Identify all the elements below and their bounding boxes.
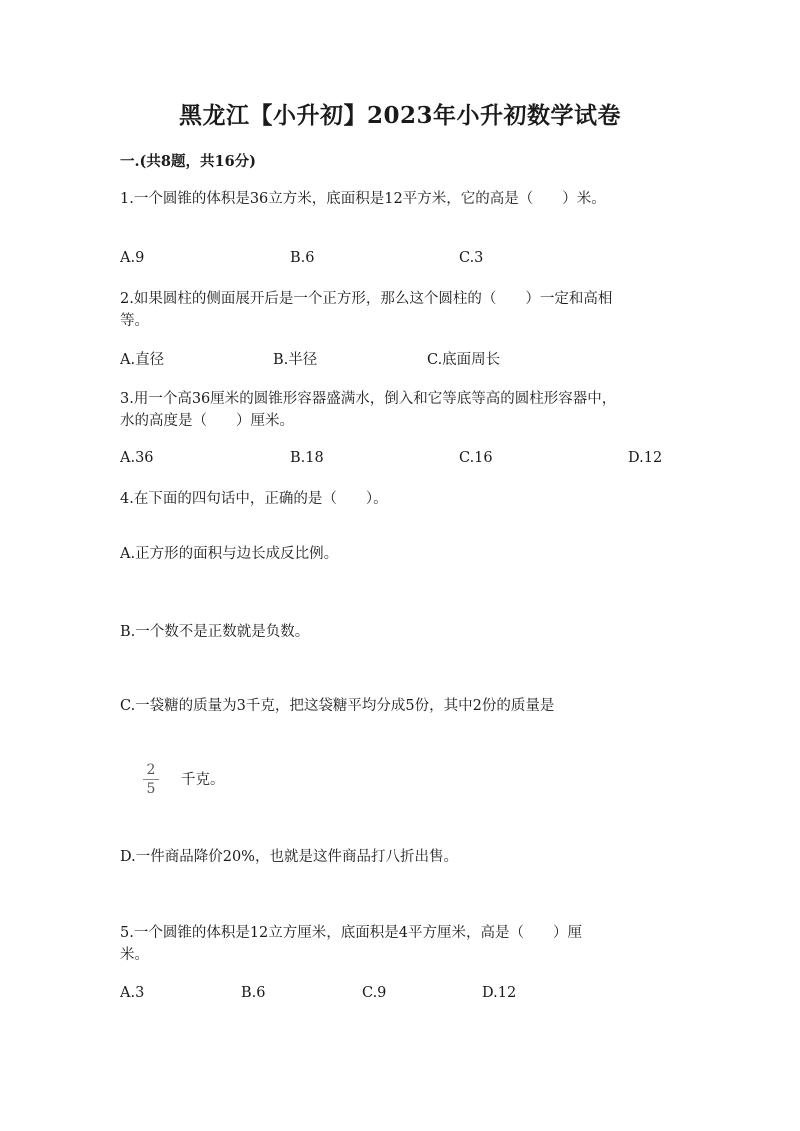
question-1-option-a: A.9 [120,250,145,266]
question-5-option-b: B.6 [241,985,266,1001]
question-1-option-c: C.3 [459,250,484,266]
question-4-option-c: C.一袋糖的质量为3千克，把这袋糖平均分成5份，其中2份的质量是 [120,698,555,714]
section-heading: 一.(共8题，共16分) [120,153,257,170]
question-4-option-d: D.一件商品降价20%，也就是这件商品打八折出售。 [120,849,458,865]
question-5-option-d: D.12 [482,985,517,1001]
fraction-two-fifths [141,762,161,797]
question-3-option-a: A.36 [120,450,154,466]
question-3-option-b: B.18 [290,450,324,466]
question-4-option-c-tail: 千克。 [181,772,225,788]
question-1-text: 1.一个圆锥的体积是36立方米，底面积是12平方米，它的高是（ ）米。 [120,191,606,207]
question-3-option-c: C.16 [459,450,493,466]
question-2-text-line-2: 等。 [120,313,149,329]
question-2-option-a: A.直径 [120,352,165,368]
question-5-text-line-2: 米。 [120,947,149,963]
question-4-option-a: A.正方形的面积与边长成反比例。 [120,546,339,562]
question-2-option-c: C.底面周长 [427,352,501,368]
question-2-option-b: B.半径 [273,352,318,368]
page-title: 黑龙江【小升初】2023年小升初数学试卷 [178,102,621,129]
fraction-denominator: 5 [146,781,156,797]
question-4-text: 4.在下面的四句话中，正确的是（ ）。 [120,491,388,507]
question-1-option-b: B.6 [290,250,315,266]
question-3-text-line-2: 水的高度是（ ）厘米。 [120,413,294,429]
question-5-option-a: A.3 [120,985,145,1001]
fraction-numerator: 2 [146,762,156,778]
question-5-text-line-1: 5.一个圆锥的体积是12立方厘米，底面积是4平方厘米，高是（ ）厘 [120,925,583,941]
question-5-option-c: C.9 [362,985,387,1001]
question-2-text-line-1: 2.如果圆柱的侧面展开后是一个正方形，那么这个圆柱的（ ）一定和高相 [120,291,613,307]
question-3-text-line-1: 3.用一个高36厘米的圆锥形容器盛满水，倒入和它等底等高的圆柱形容器中， [120,391,617,407]
question-3-option-d: D.12 [628,450,663,466]
question-4-option-b: B.一个数不是正数就是负数。 [120,624,310,640]
fraction-bar [143,779,159,780]
